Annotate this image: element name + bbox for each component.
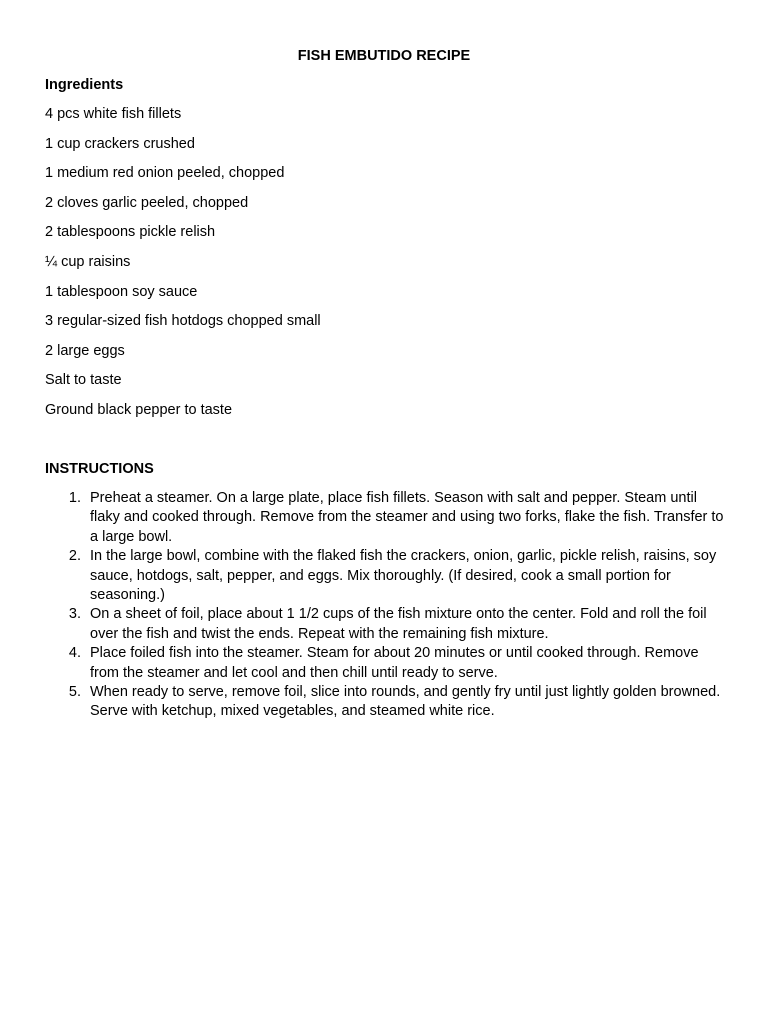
ingredient-item: 1 cup crackers crushed (45, 135, 195, 152)
step-number-wrap (45, 489, 90, 547)
step-text: On a sheet of foil, place about 1 1/2 cups of the fish mixture onto the center. Fold and roll the foil over the fish and twist the ends. Repeat with the remaining fish mixture. (90, 606, 707, 642)
step-number: 4. (68, 645, 81, 662)
ingredient-item: Ground black pepper to taste (45, 401, 233, 418)
ingredients-list (45, 104, 321, 430)
instruction-step (45, 683, 725, 722)
ingredient-item: 2 large eggs (45, 342, 125, 359)
ingredient-item: 2 cloves garlic peeled, chopped (45, 194, 249, 211)
instruction-step (45, 547, 725, 605)
step-text: When ready to serve, remove foil, slice into rounds, and gently fry until just lightly golden browned. Serve with ketchup, mixed vegetables, and steamed white rice. (90, 684, 721, 720)
ingredient-item: ¼ cup raisins (45, 253, 131, 270)
step-number: 5. (68, 684, 81, 701)
step-number-wrap (45, 547, 90, 605)
instructions-list (45, 489, 725, 722)
ingredient-item: 1 medium red onion peeled, chopped (45, 165, 285, 182)
ingredient-item: 1 tablespoon soy sauce (45, 283, 198, 300)
document-title: FISH EMBUTIDO RECIPE (297, 48, 471, 64)
instruction-step (45, 605, 725, 644)
step-text: Preheat a steamer. On a large plate, place fish fillets. Season with salt and pepper. Steam until flaky and cooked through. Remove from the steamer and using two forks, flake the fish. Transfer to a large bowl. (90, 490, 724, 545)
ingredients-heading: Ingredients (45, 77, 124, 93)
instructions-heading: INSTRUCTIONS (45, 461, 154, 477)
step-number-wrap (45, 683, 90, 722)
ingredient-item: 3 regular-sized fish hotdogs chopped small (45, 313, 321, 330)
step-text: Place foiled fish into the steamer. Steam for about 20 minutes or until cooked through. Remove from the steamer and let cool and then chill until ready to serve. (90, 645, 699, 681)
ingredient-item: Salt to taste (45, 372, 122, 389)
step-number-wrap (45, 605, 90, 644)
instruction-step (45, 489, 725, 547)
instruction-step (45, 644, 725, 683)
step-number: 2. (68, 548, 81, 565)
step-number-wrap (45, 644, 90, 683)
ingredient-item: 2 tablespoons pickle relish (45, 224, 216, 241)
step-text: In the large bowl, combine with the flaked fish the crackers, onion, garlic, pickle relish, raisins, soy sauce, hotdogs, salt, pepper, and eggs. Mix thoroughly. (If desired, cook a small portion for seasoning.) (90, 548, 717, 604)
ingredient-item: 4 pcs white fish fillets (45, 106, 182, 122)
step-number: 1. (68, 490, 81, 506)
step-number: 3. (68, 606, 81, 623)
